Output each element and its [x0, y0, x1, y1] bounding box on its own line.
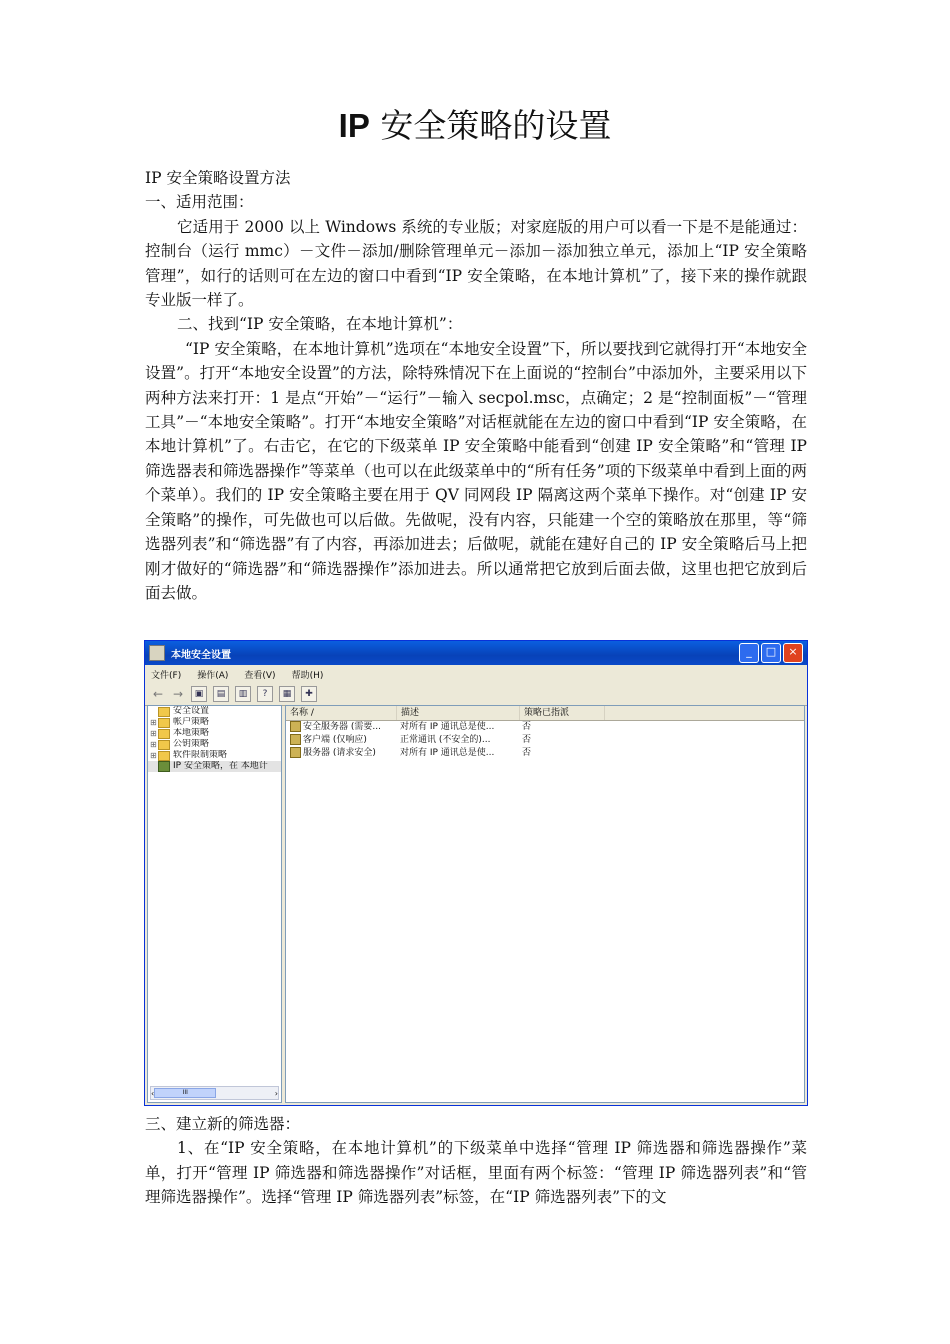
menu-help[interactable]: 帮助(H): [291, 670, 324, 681]
scroll-right-icon[interactable]: ›: [274, 1088, 278, 1098]
folder-icon: [158, 740, 170, 750]
column-assigned[interactable]: 策略已指派: [520, 706, 605, 720]
section-heading: 二、找到“IP 安全策略，在本地计算机”：: [177, 315, 463, 334]
tree-item-security-settings[interactable]: 安全设置: [148, 706, 281, 717]
list-pane: [285, 705, 805, 1103]
body-text-bottom: [145, 1112, 807, 1210]
tree-item-ip-security[interactable]: IP 安全策略，在 本地计: [148, 761, 281, 772]
tree-item-local-policy[interactable]: ⊞ 本地策略: [150, 728, 210, 738]
maximize-button[interactable]: □: [761, 643, 781, 663]
policy-icon: [290, 734, 301, 745]
tree-item-account-policy[interactable]: ⊞ 帐户策略: [150, 717, 210, 727]
help-icon[interactable]: ?: [257, 686, 273, 702]
toolbar: [145, 683, 807, 706]
expand-icon[interactable]: ⊞: [150, 751, 157, 760]
expand-icon[interactable]: ⊞: [150, 740, 157, 749]
scroll-thumb[interactable]: III: [154, 1088, 216, 1098]
menu-view[interactable]: 查看(V): [244, 670, 276, 681]
back-icon[interactable]: ←: [152, 687, 164, 701]
section-heading: 三、建立新的筛选器：: [145, 1115, 301, 1133]
paragraph: “IP 安全策略，在本地计算机”选项在“本地安全设置”下，所以要找到它就得打开“本地安全设置”。打开“本地安全设置”的方法，除特殊情况下在上面说的“控制台”中添加外，主要采用以下两种方法来打开：1 是点“开始”－“运行”－输入 secpol.msc，点确定；2 是“控制面板”－“管理工具”－“本地安全策略”。打开“本地安全策略”对话框就能在左边的窗口中看到“IP 安全策略，在本地计算机”了。右击它，在它的下级菜单 IP 安全策略中能看到“创建 IP 安全策略”和“管理 IP 筛选器表和筛选器操作”等菜单（也可以在此级菜单中的“所有任务”项的下级菜单中看到上面的两个菜单）。我们的 IP 安全策略主要在用于 QV 同网段 IP 隔离这两个菜单下操作。对“创建 IP 安全策略”的操作，可先做也可以后做。先做呢，没有内容，只能建一个空的策略放在那里，等“筛选器列表”和“筛选器”有了内容，再添加进去；后做呢，就能在建好自己的 IP 安全策略后马上把刚才做好的“筛选器”和“筛选器操作”添加进去。所以通常把它放到后面去做，这里也把它放到后面去做。: [145, 339, 807, 602]
folder-icon: [158, 751, 170, 761]
list-row[interactable]: 服务器 (请求安全) 对所有 IP 通讯总是使... 否: [286, 747, 804, 760]
policy-icon: [290, 721, 301, 732]
expand-icon[interactable]: ⊞: [150, 729, 157, 738]
body-text-top: [145, 166, 807, 605]
folder-icon: [158, 707, 170, 717]
paragraph: 它适用于 2000 以上 Windows 系统的专业版；对家庭版的用户可以看一下是不是能通过：控制台（运行 mmc）－文件－添加/删除管理单元－添加－添加独立单元，添加上“IP 安全策略管理”，如行的话则可在左边的窗口中看到“IP 安全策略，在本地计算机”了，接下来的操作就跟专业版一样了。: [145, 217, 807, 310]
folder-icon: [158, 718, 170, 728]
minimize-button[interactable]: _: [739, 643, 759, 663]
list-header: [286, 706, 804, 721]
tree-item-public-key-policy[interactable]: ⊞ 公钥策略: [150, 739, 210, 749]
window-titlebar: [145, 641, 807, 665]
close-button[interactable]: ×: [783, 643, 803, 663]
tree-item-software-restriction[interactable]: ⊞ 软件限制策略: [150, 750, 228, 760]
app-icon: [149, 645, 165, 661]
tree-pane[interactable]: [147, 705, 282, 1103]
column-description[interactable]: 描述: [397, 706, 520, 720]
screenshot-window: [144, 640, 808, 1106]
policy-icon: [290, 747, 301, 758]
manage-filters-icon[interactable]: ▦: [279, 686, 295, 702]
menu-file[interactable]: 文件(F): [151, 670, 182, 681]
horizontal-scrollbar[interactable]: [150, 1086, 279, 1100]
paragraph: IP 安全策略设置方法: [145, 169, 291, 187]
create-policy-icon[interactable]: ✚: [301, 686, 317, 702]
window-title: 本地安全设置: [171, 649, 231, 661]
up-folder-icon[interactable]: ▣: [191, 686, 207, 702]
forward-icon[interactable]: →: [172, 687, 184, 701]
policy-icon: [158, 761, 170, 772]
list-row[interactable]: 客户端 (仅响应) 正常通讯 (不安全的)... 否: [286, 734, 804, 747]
folder-icon: [158, 729, 170, 739]
list-row[interactable]: 安全服务器 (需要... 对所有 IP 通讯总是使... 否: [286, 721, 804, 734]
menu-action[interactable]: 操作(A): [197, 670, 229, 681]
paragraph: 1、在“IP 安全策略，在本地计算机”的下级菜单中选择“管理 IP 筛选器和筛选器操作”菜单，打开“管理 IP 筛选器和筛选器操作”对话框，里面有两个标签：“管理 IP 筛选器列表”和“管理筛选器操作”。选择“管理 IP 筛选器列表”标签，在“IP 筛选器列表”下的文: [145, 1139, 807, 1207]
section-heading: 一、适用范围：: [145, 193, 254, 212]
menubar: [145, 665, 807, 683]
scroll-left-icon[interactable]: ‹: [151, 1088, 155, 1098]
expand-icon[interactable]: ⊞: [150, 718, 157, 727]
properties-icon[interactable]: ▤: [213, 686, 229, 702]
column-name[interactable]: 名称 /: [286, 706, 397, 720]
page-title: IP 安全策略的设置: [338, 106, 612, 145]
export-list-icon[interactable]: ▥: [235, 686, 251, 702]
